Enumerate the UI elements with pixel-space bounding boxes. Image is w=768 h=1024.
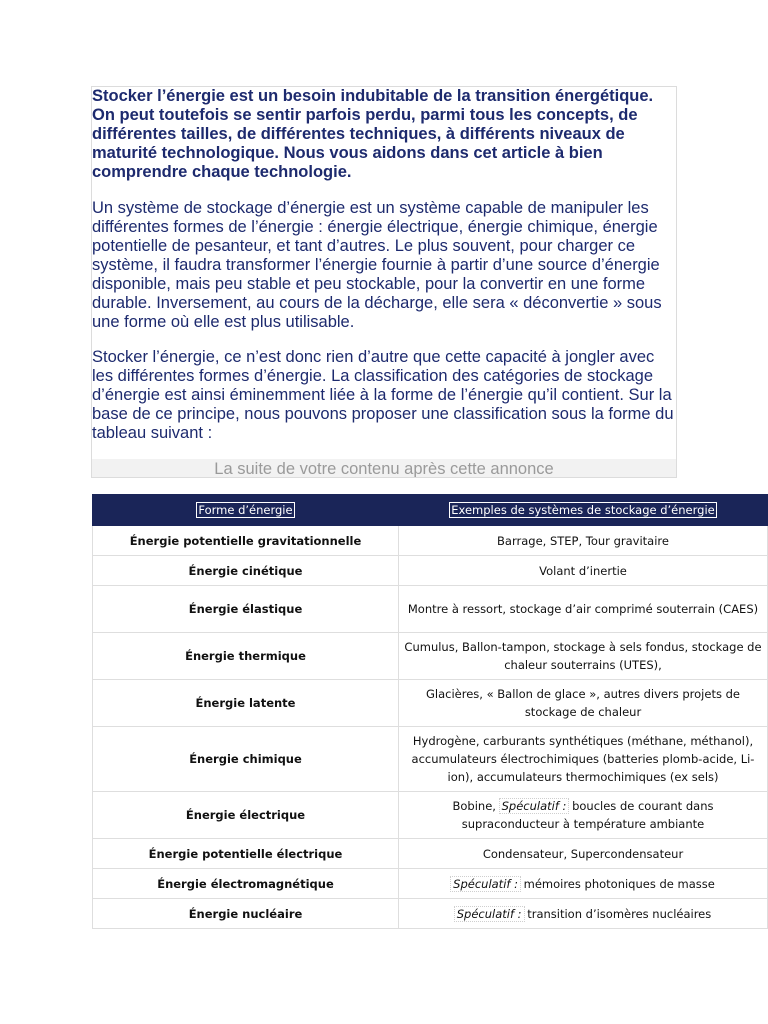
table-row <box>93 792 768 839</box>
row-form: Énergie potentielle électrique <box>93 839 399 869</box>
row-examples-text: Montre à ressort, stockage d’air comprimé souterrain (CAES) <box>407 602 759 616</box>
table-row <box>93 727 768 792</box>
article-box <box>91 86 677 478</box>
article-paragraph-2: Stocker l’énergie, ce n’est donc rien d’autre que cette capacité à jongler avec les différentes formes d’énergie. La classification des catégories de stockage d’énergie est ainsi éminemment liée à la forme de l’énergie qu’il contient. Sur la base de ce principe, nous pouvons proposer une classification sous la forme du tableau suivant : <box>92 348 674 442</box>
examples-prefix: Bobine, <box>452 799 500 813</box>
table-row <box>93 556 768 586</box>
speculative-label: Spéculatif : <box>453 876 518 891</box>
table-row <box>93 899 768 929</box>
row-examples: Barrage, STEP, Tour gravitaire <box>399 526 768 556</box>
table-row <box>93 680 768 727</box>
row-examples-text: Hydrogène, carburants synthétiques (méthane, méthanol), accumulateurs électrochimiques (batteries plomb-acide, Li-ion), accumulateurs thermochimiques (ex sels) <box>411 734 755 784</box>
row-form: Énergie thermique <box>93 633 399 680</box>
row-examples <box>399 680 768 727</box>
row-examples: Condensateur, Supercondensateur <box>399 839 768 869</box>
speculative-label: Spéculatif : <box>501 799 567 813</box>
header-storage-examples-label: Exemples de systèmes de stockage d’énergie <box>451 503 715 517</box>
header-energy-form-label: Forme d’énergie <box>198 503 293 517</box>
row-form: Énergie nucléaire <box>93 899 399 929</box>
article-paragraph-1: Un système de stockage d’énergie est un système capable de manipuler les différentes formes de l’énergie : énergie électrique, énergie chimique, énergie potentielle de pesanteur, et tant d’autres. Le plus souvent, pour charger ce système, il faudra transformer l’énergie fournie à partir d’une source d’énergie disponible, mais peu stable et peu stockable, pour la convertir en une forme durable. Inversement, au cours de la décharge, elle sera « déconvertie » sous une forme où elle est plus utilisable. <box>92 199 662 331</box>
table-row <box>93 586 768 633</box>
table-header-row <box>93 495 768 526</box>
row-examples-text: Cumulus, Ballon-tampon, stockage à sels fondus, stockage de chaleur souterrains (UTES), <box>404 640 762 672</box>
row-form: Énergie latente <box>93 680 399 727</box>
ad-notice: La suite de votre contenu après cette annonce <box>92 459 676 478</box>
row-form: Énergie cinétique <box>93 556 399 586</box>
row-examples <box>399 899 768 929</box>
header-energy-form <box>93 495 399 526</box>
table-row <box>93 839 768 869</box>
speculative-label: Spéculatif : <box>456 906 522 921</box>
row-examples <box>399 792 768 839</box>
table-row <box>93 633 768 680</box>
energy-storage-table <box>92 494 768 929</box>
row-examples <box>399 727 768 792</box>
row-examples <box>399 869 768 899</box>
table-row <box>93 526 768 556</box>
examples-suffix: transition d’isomères nucléaires <box>523 906 712 921</box>
row-examples <box>399 586 768 633</box>
row-form: Énergie chimique <box>93 727 399 792</box>
row-form: Énergie électrique <box>93 792 399 839</box>
row-examples <box>399 633 768 680</box>
examples-suffix: boucles de courant dans supraconducteur à température ambiante <box>461 799 714 831</box>
row-examples: Volant d’inertie <box>399 556 768 586</box>
row-examples-text <box>403 797 763 833</box>
row-form: Énergie potentielle gravitationnelle <box>93 526 399 556</box>
table-row <box>93 869 768 899</box>
header-storage-examples <box>399 495 768 526</box>
examples-suffix: mémoires photoniques de masse <box>519 876 715 891</box>
article-intro: Stocker l’énergie est un besoin indubitable de la transition énergétique. On peut toutefois se sentir parfois perdu, parmi tous les concepts, de différentes tailles, de différentes techniques, à différents niveaux de maturité technologique. Nous vous aidons dans cet article à bien comprendre chaque technologie. <box>92 87 654 181</box>
row-examples-text: Glacières, « Ballon de glace », autres divers projets de stockage de chaleur <box>426 687 740 719</box>
row-form: Énergie électromagnétique <box>93 869 399 899</box>
row-form: Énergie élastique <box>93 586 399 633</box>
